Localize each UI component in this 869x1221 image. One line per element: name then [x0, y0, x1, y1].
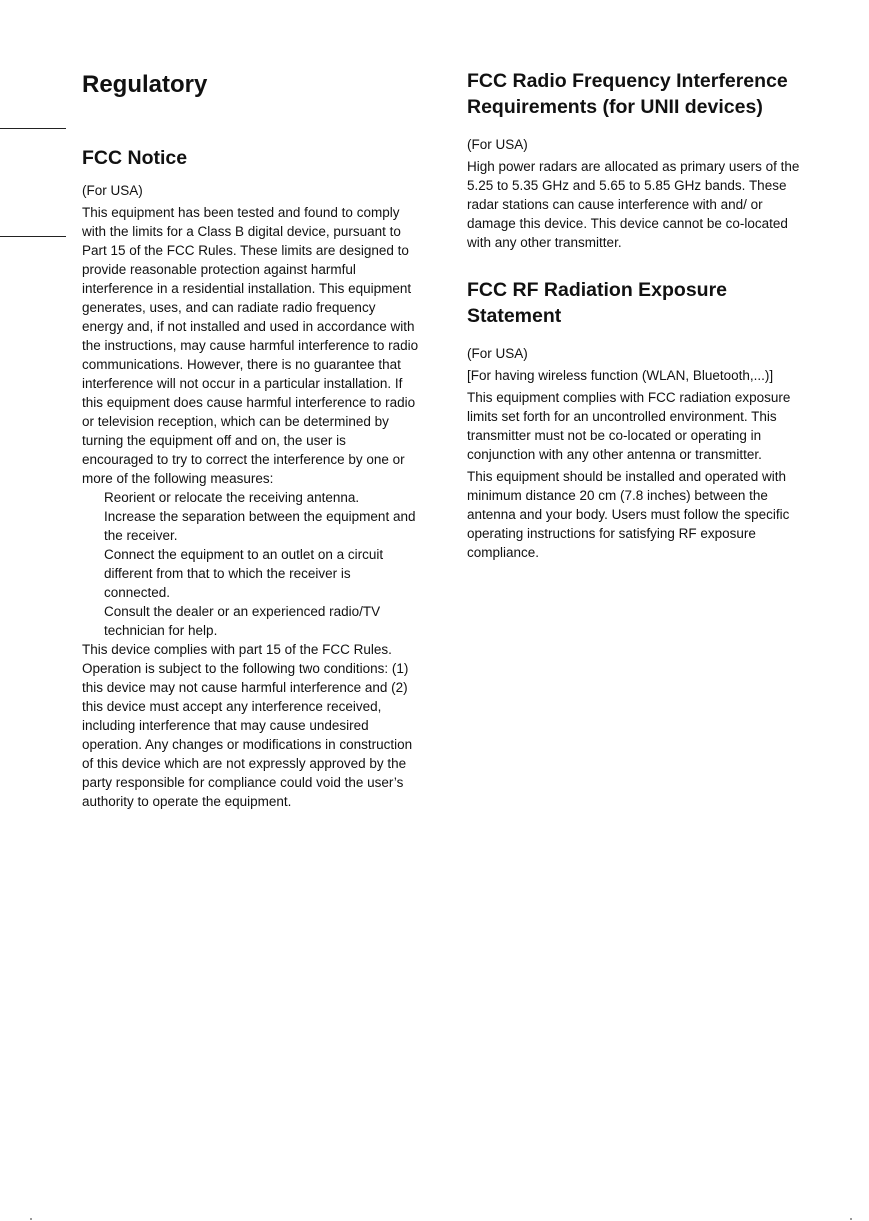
fcc-notice-heading: FCC Notice — [82, 147, 188, 169]
measures-list — [82, 488, 420, 640]
unii-heading: FCC Radio Frequency Interference Requirements (for UNII devices) — [467, 70, 788, 118]
measure-item: Reorient or relocate the receiving antenna. — [104, 490, 360, 505]
fcc-notice-intro: This equipment has been tested and found to comply with the limits for a Class B digital device, pursuant to Part 15 of the FCC Rules. These limits are designed to provide reasonable protection against harmful interference in a residential installation. This equipment generates, uses, and can radiate radio frequency energy and, if not installed and used in accordance with the instructions, may cause harmful interference to radio communications. However, there is no guarantee that interference will not occur in a particular installation. If this equipment does cause harmful interference to radio or television reception, which can be determined by turning the equipment off and on, the user is encouraged to try to correct the interference by one or more of the following measures: — [82, 205, 419, 486]
rf-exposure-body-block — [467, 344, 813, 562]
fcc-notice-body — [82, 181, 420, 811]
rf-exposure-heading: FCC RF Radiation Exposure Statement — [467, 279, 728, 327]
crop-mark — [850, 1218, 852, 1220]
unii-body-block — [467, 135, 813, 252]
page-title: Regulatory — [82, 71, 208, 98]
rf-exposure-para2: This equipment should be installed and operated with minimum distance 20 cm (7.8 inches) between the antenna and your body. Users must follow the specific operating instructions for satisfying RF exposure compliance. — [467, 469, 790, 560]
measure-item: Consult the dealer or an experienced radio/TV technician for help. — [104, 604, 381, 638]
margin-rule-top — [0, 128, 66, 129]
unii-body: High power radars are allocated as primary users of the 5.25 to 5.35 GHz and 5.65 to 5.85 GHz bands. These radar stations can cause interference with and/ or damage this device. This device cannot be co-located with any other transmitter. — [467, 159, 800, 250]
margin-rule-bottom — [0, 236, 66, 237]
rf-exposure-region: (For USA) — [467, 346, 528, 361]
fcc-notice-region: (For USA) — [82, 183, 143, 198]
rf-exposure-para1: This equipment complies with FCC radiation exposure limits set forth for an uncontrolled environment. This transmitter must not be co-located or operating in conjunction with any other antenna or transmitter. — [467, 390, 791, 462]
measure-item: Increase the separation between the equipment and the receiver. — [104, 509, 416, 543]
fcc-notice-closing: This device complies with part 15 of the FCC Rules. Operation is subject to the following two conditions: (1) this device may not cause harmful interference and (2) this device must accept any interference received, including interference that may cause undesired operation. Any changes or modifications in construction of this device which are not expressly approved by the party responsible for compliance could void the user’s authority to operate the equipment. — [82, 642, 413, 809]
rf-exposure-scope: [For having wireless function (WLAN, Bluetooth,...)] — [467, 368, 774, 383]
crop-mark — [30, 1218, 32, 1220]
unii-region: (For USA) — [467, 137, 528, 152]
measure-item: Connect the equipment to an outlet on a circuit different from that to which the receiver is connected. — [104, 547, 384, 600]
